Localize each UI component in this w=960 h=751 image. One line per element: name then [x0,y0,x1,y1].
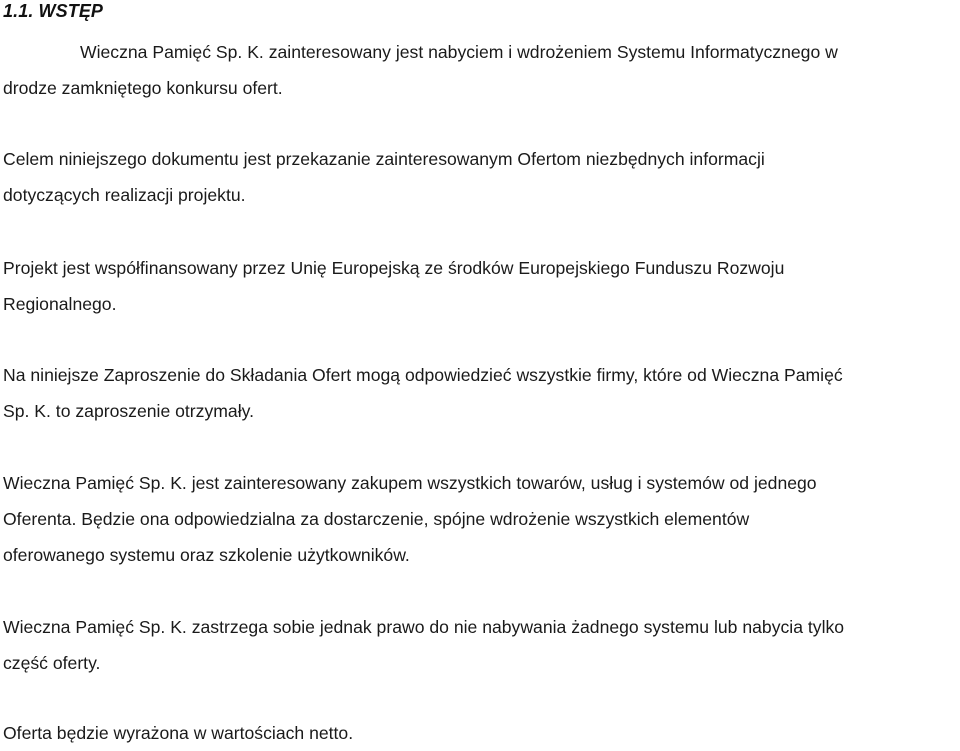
paragraph-line: drodze zamkniętego konkursu ofert. [3,78,283,98]
paragraph-line: Na niniejsze Zaproszenie do Składania Ofert mogą odpowiedzieć wszystkie firmy, które od Wieczna Pamięć [3,365,843,385]
paragraph-line: dotyczących realizacji projektu. [3,185,246,205]
paragraph-invitation [3,357,960,429]
paragraph-line: oferowanego systemu oraz szkolenie użytkowników. [3,545,410,565]
paragraph-funding [3,250,960,322]
paragraph-line: część oferty. [3,653,101,673]
paragraph-purpose [3,141,960,213]
paragraph-intro [3,34,960,106]
paragraph-line: Wieczna Pamięć Sp. K. zastrzega sobie jednak prawo do nie nabywania żadnego systemu lub nabycia tylko [3,617,845,637]
paragraph-reservation [3,609,960,681]
paragraph-line: Projekt jest współfinansowany przez Unię Europejską ze środków Europejskiego Funduszu Rozwoju [3,258,785,278]
paragraph-line: Wieczna Pamięć Sp. K. jest zainteresowany zakupem wszystkich towarów, usług i systemów od jednego [3,473,817,493]
paragraph-line: Oferenta. Będzie ona odpowiedzialna za dostarczenie, spójne wdrożenie wszystkich elementów [3,509,750,529]
paragraph-line: Regionalnego. [3,294,117,314]
paragraph-line: Oferta będzie wyrażona w wartościach netto. [3,723,354,743]
paragraph-line: Wieczna Pamięć Sp. K. zainteresowany jest nabyciem i wdrożeniem Systemu Informatycznego w [80,42,838,62]
paragraph-line: Celem niniejszego dokumentu jest przekazanie zainteresowanym Ofertom niezbędnych informacji [3,149,765,169]
paragraph-line: Sp. K. to zaproszenie otrzymały. [3,401,254,421]
paragraph-single-vendor [3,465,960,573]
section-heading: 1.1. WSTĘP [3,1,104,21]
